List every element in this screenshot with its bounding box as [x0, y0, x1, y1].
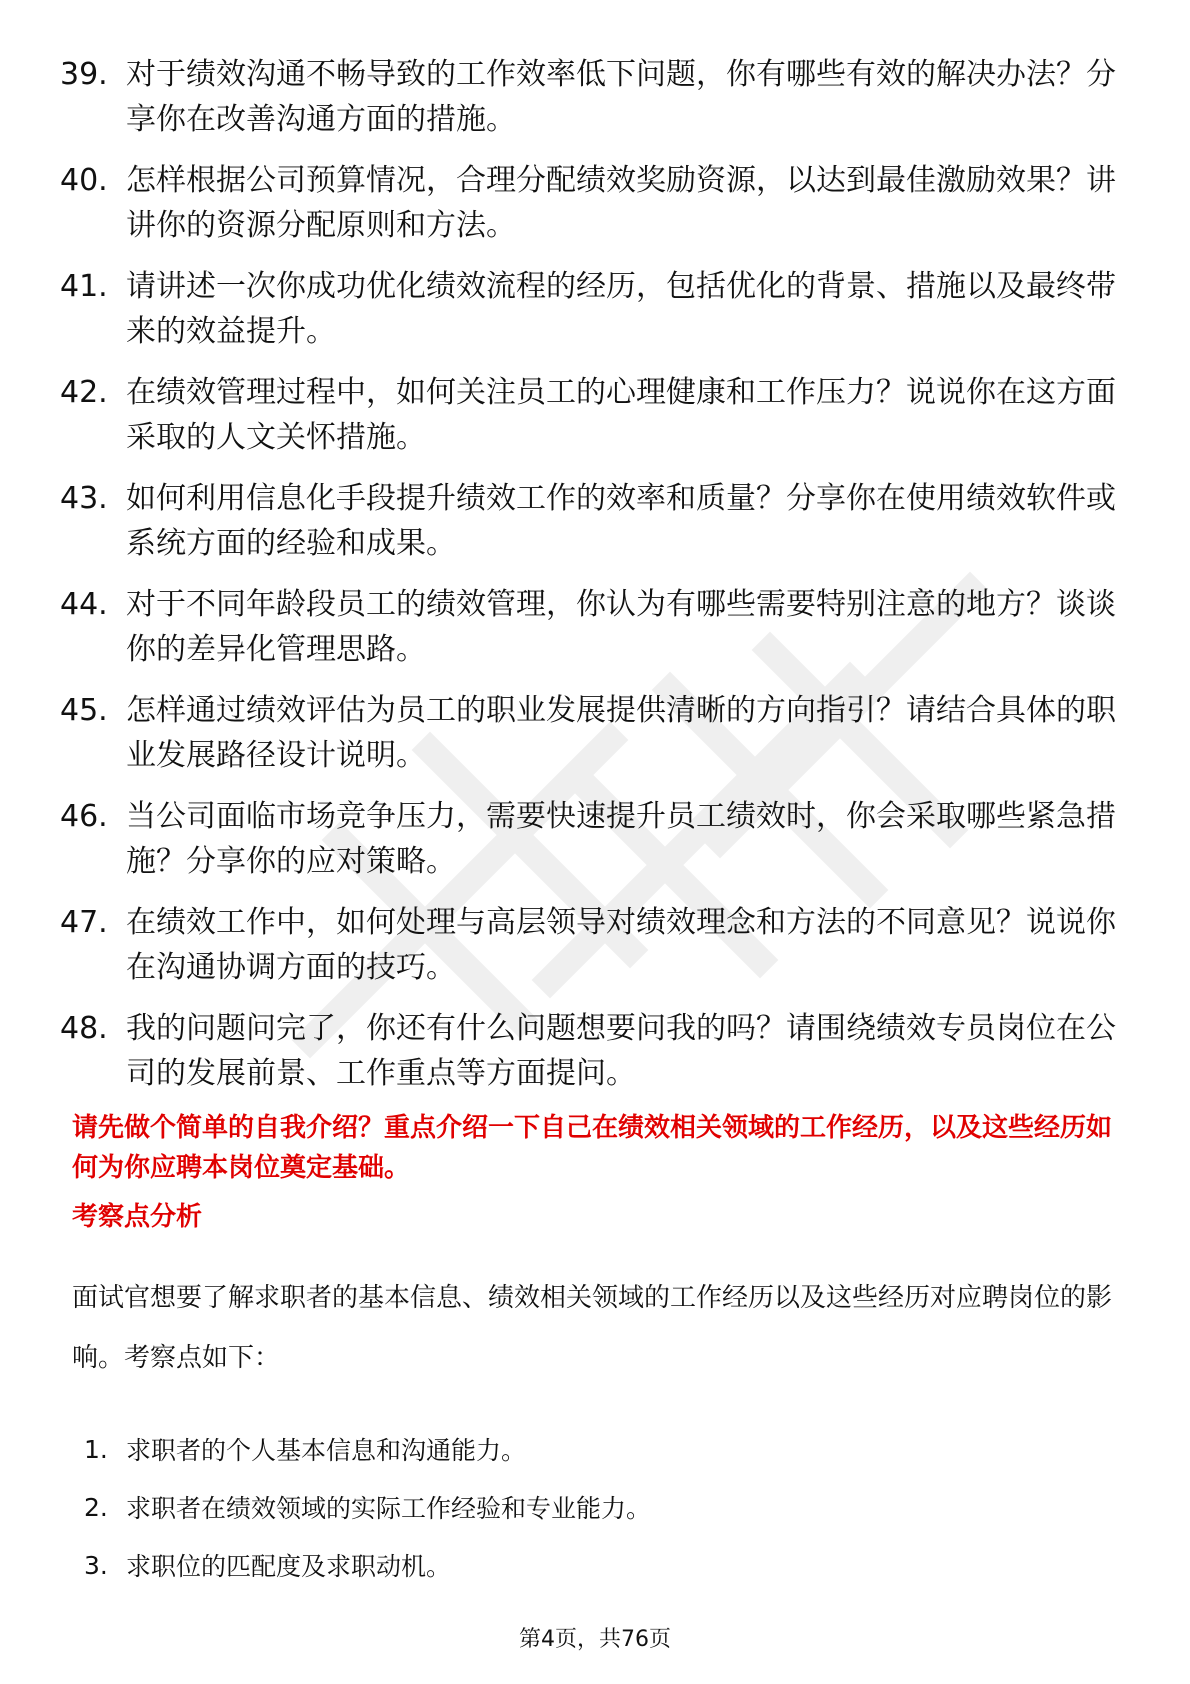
point-number: 2.	[84, 1492, 108, 1522]
analysis-heading: 考察点分析	[72, 1202, 203, 1232]
highlight-question: 请先做个简单的自我介绍？重点介绍一下自己在绩效相关领域的工作经历，以及这些经历如何为你应聘本岗位奠定基础。	[72, 1113, 1113, 1183]
analysis-point	[84, 1478, 1114, 1536]
point-text: 求职位的匹配度及求职动机。	[126, 1552, 452, 1581]
question-number: 47.	[60, 905, 108, 940]
question-text: 当公司面临市场竞争压力，需要快速提升员工绩效时，你会采取哪些紧急措施？分享你的应对策略。	[126, 799, 1116, 879]
question-number: 41.	[60, 269, 108, 304]
question-number: 39.	[60, 57, 108, 92]
question-list	[60, 52, 1120, 1112]
question-text: 在绩效工作中，如何处理与高层领导对绩效理念和方法的不同意见？说说你在沟通协调方面的技巧。	[126, 905, 1116, 985]
question-text: 对于不同年龄段员工的绩效管理，你认为有哪些需要特别注意的地方？谈谈你的差异化管理思路。	[126, 587, 1116, 667]
question-number: 48.	[60, 1011, 108, 1046]
question-number: 43.	[60, 481, 108, 516]
question-text: 对于绩效沟通不畅导致的工作效率低下问题，你有哪些有效的解决办法？分享你在改善沟通方面的措施。	[126, 57, 1116, 137]
point-number: 1.	[84, 1434, 108, 1464]
analysis-point	[84, 1536, 1114, 1594]
page-number-footer: 第4页，共76页	[519, 1627, 671, 1652]
question-item	[60, 476, 1120, 566]
point-number: 3.	[84, 1550, 108, 1580]
question-text: 在绩效管理过程中，如何关注员工的心理健康和工作压力？说说你在这方面采取的人文关怀措施。	[126, 375, 1116, 455]
question-text: 怎样通过绩效评估为员工的职业发展提供清晰的方向指引？请结合具体的职业发展路径设计说明。	[126, 693, 1116, 773]
question-text: 怎样根据公司预算情况，合理分配绩效奖励资源，以达到最佳激励效果？讲讲你的资源分配原则和方法。	[126, 163, 1116, 243]
analysis-point	[84, 1420, 1114, 1478]
question-number: 44.	[60, 587, 108, 622]
question-number: 46.	[60, 799, 108, 834]
question-item	[60, 158, 1120, 248]
question-item	[60, 582, 1120, 672]
question-item	[60, 688, 1120, 778]
question-item	[60, 264, 1120, 354]
question-text: 如何利用信息化手段提升绩效工作的效率和质量？分享你在使用绩效软件或系统方面的经验和成果。	[126, 481, 1116, 561]
analysis-points-list	[84, 1420, 1114, 1594]
question-item	[60, 52, 1120, 142]
question-number: 42.	[60, 375, 108, 410]
point-text: 求职者的个人基本信息和沟通能力。	[126, 1436, 527, 1465]
question-number: 40.	[60, 163, 108, 198]
analysis-intro: 面试官想要了解求职者的基本信息、绩效相关领域的工作经历以及这些经历对应聘岗位的影响。考察点如下：	[72, 1283, 1113, 1373]
question-number: 45.	[60, 693, 108, 728]
question-item	[60, 1006, 1120, 1096]
point-text: 求职者在绩效领域的实际工作经验和专业能力。	[126, 1494, 652, 1523]
question-text: 我的问题问完了，你还有什么问题想要问我的吗？请围绕绩效专员岗位在公司的发展前景、工作重点等方面提问。	[126, 1011, 1116, 1091]
question-item	[60, 900, 1120, 990]
question-item	[60, 794, 1120, 884]
question-text: 请讲述一次你成功优化绩效流程的经历，包括优化的背景、措施以及最终带来的效益提升。	[126, 269, 1116, 349]
question-item	[60, 370, 1120, 460]
